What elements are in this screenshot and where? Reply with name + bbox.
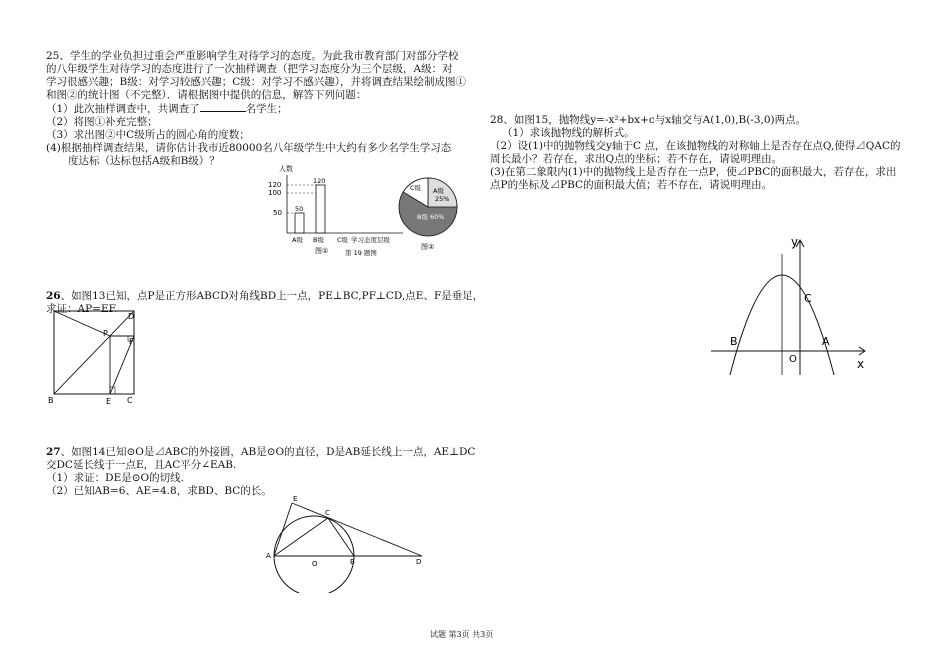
q26-line-1: [46, 290, 486, 303]
q25-sub-1-text-a: （1）此次抽样调查中，共调查了: [46, 103, 200, 115]
label-b: B: [350, 558, 355, 566]
q28-line-1: 28、如图15，抛物线y=-x²+bx+c与x轴交与A(1,0),B(-3,0)两点。: [490, 114, 807, 126]
tick-50: 50: [273, 209, 282, 217]
q27-line-2: 交DC延长线于一点E，且AC平分∠EAB.: [46, 459, 237, 471]
cat-a: A级: [292, 236, 303, 244]
q27-number: 27: [46, 446, 61, 458]
tick-100: 100: [268, 189, 282, 197]
q25-figure: [265, 163, 475, 258]
label-e: E: [293, 495, 298, 503]
bar-b: [316, 185, 325, 233]
line-ac: [274, 518, 328, 556]
label-b: B: [730, 335, 738, 348]
answer-blank: [200, 102, 246, 112]
label-d: D: [128, 312, 135, 321]
tick-120: 120: [268, 181, 282, 189]
bar-a: [295, 213, 304, 233]
q26-number: 26: [46, 290, 61, 302]
label-o: O: [789, 354, 797, 365]
q28-line-2: （1）求该抛物线的解析式。: [502, 127, 635, 139]
segment-ap: [54, 311, 110, 336]
page-footer: 试题 第3页 共3页: [430, 630, 494, 639]
q25-sub-1-text-b: 名学生；: [245, 103, 288, 115]
q28-line-4: 周长最小？若存在，求出Q点的坐标；若不存在，请说明理由。: [490, 153, 783, 165]
q25-line-1: 25、学生的学业负担过重会严重影响学生对待学习的态度。为此我市教育部门对部分学校: [46, 50, 459, 62]
q28-line-3: （2）设(1)中的抛物线交y轴于C 点，在该抛物线的对称轴上是否存在点Q,使得⊿QAC的: [490, 140, 901, 152]
label-a: A: [266, 552, 271, 560]
q27-sub-1: （1）求证：DE是⊙O的切线.: [46, 472, 185, 484]
q25-sub-4a: (4)根据抽样调查结果，请你估计我市近80000名八年级学生中大约有多少名学生学习态: [46, 142, 452, 154]
q26-line-2: 求证：AP=EF.: [46, 303, 118, 315]
q25-line-3: 学习很感兴趣；B级：对学习较感兴趣；C级：对学习不感兴趣），并将调查结果绘制成图①: [46, 76, 466, 88]
q25-line-2: 的八年级学生对待学习的态度进行了一次抽样调查（把学习态度分为三个层级，A级：对: [46, 63, 453, 75]
q27-text-1: 、如图14已知⊙O是⊿ABC的外接圆，AB是⊙O的直径，D是AB延长线上一点，AE⊥DC: [60, 446, 476, 458]
cat-c: C级: [337, 236, 349, 244]
q28-line-5: (3)在第二象限内(1)中的抛物线上是否存在一点P，使⊿PBC的面积最大，若存在，求出: [490, 166, 897, 178]
q27-line-1: [46, 446, 486, 459]
question-28: [490, 114, 910, 192]
question-27: [46, 446, 486, 498]
q28-figure-parabola: [705, 230, 880, 380]
q25-sub-1: [46, 102, 476, 116]
q27-sub-2: （2）已知AB=6、AE=4.8，求BD、BC的长。: [46, 485, 272, 497]
label-c: C: [804, 292, 812, 305]
label-c: C: [127, 396, 133, 405]
label-y: y: [791, 235, 799, 249]
pie-a-percent: 25%: [435, 195, 450, 203]
bar-a-label: 50: [295, 205, 304, 213]
q25-sub-4b: 度达标（达标包括A级和B级）？: [68, 155, 220, 167]
pie-b-label: B级 60%: [417, 213, 445, 221]
q25-sub-2: （2）将图①补充完整；: [46, 116, 158, 128]
pie-a-label: A级: [433, 187, 444, 195]
label-c: C: [325, 509, 330, 517]
label-f: F: [129, 337, 134, 346]
q27-figure-circle: [262, 493, 432, 593]
label-a: A: [822, 335, 830, 348]
q25-sub-3: （3）求出图②中C级所占的圆心角的度数；: [46, 129, 250, 141]
bar-b-label: 120: [313, 177, 326, 185]
label-b: B: [48, 396, 54, 405]
x-axis-title: 学习态度层级: [351, 236, 390, 244]
q25-line-4: 和图②的统计图（不完整）．请根据图中提供的信息，解答下列问题：: [46, 89, 367, 101]
line-cb: [328, 518, 354, 556]
bar-chart: [268, 164, 403, 257]
label-x: x: [857, 357, 865, 371]
q28-line-6: 点P的坐标及⊿PBC的面积最大值；若不存在，请说明理由。: [490, 179, 773, 191]
line-ae: [274, 503, 292, 556]
fig1-label: 图①: [315, 247, 329, 255]
fig2-label: 图②: [421, 243, 435, 251]
label-d: D: [416, 558, 422, 566]
pie-chart: [399, 178, 457, 251]
diagonal-bd: [54, 311, 134, 394]
fig-caption: 第 19 题图: [345, 249, 377, 257]
label-o: O: [312, 560, 318, 568]
q26-text-1: 、如图13已知，点P是正方形ABCD对角线BD上一点，PE⊥BC,PF⊥CD,点E、F是垂足，: [60, 290, 484, 302]
y-axis-title: 人数: [279, 165, 293, 173]
cat-b: B级: [313, 236, 324, 244]
label-e: E: [106, 397, 112, 406]
pie-c-label: C级: [410, 184, 422, 192]
q26-figure-square: [44, 306, 144, 406]
question-25: [46, 50, 476, 168]
label-p: P: [103, 329, 108, 338]
